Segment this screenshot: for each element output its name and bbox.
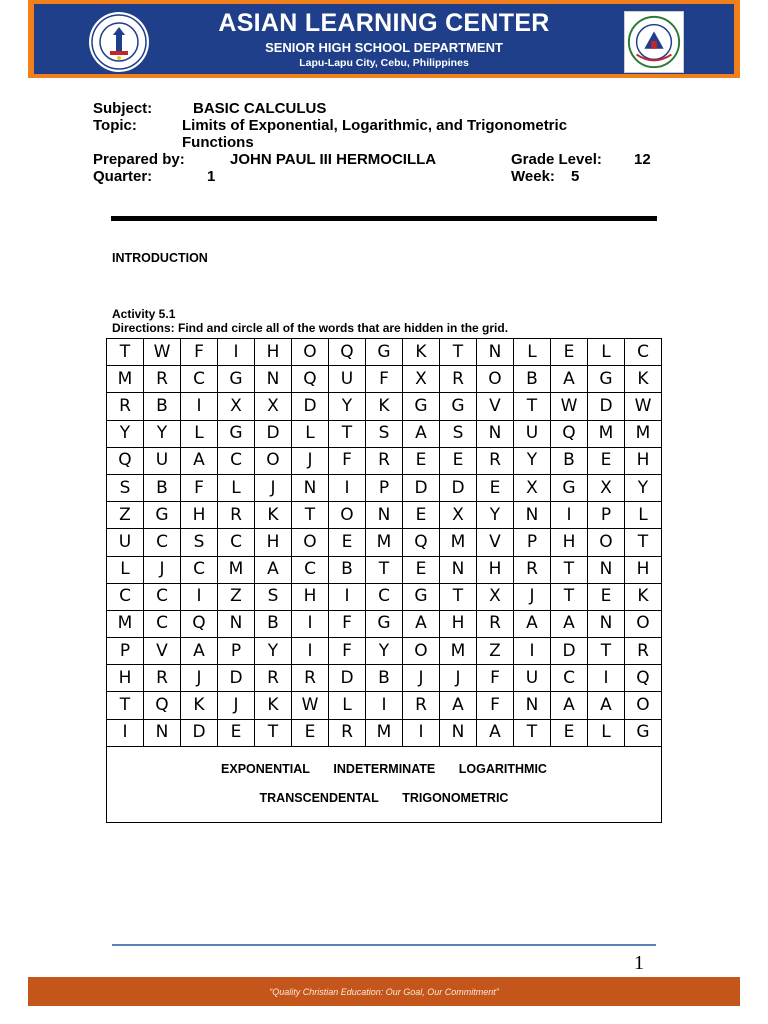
grid-cell[interactable]: R xyxy=(477,610,514,637)
topic-value-line2: Functions xyxy=(182,134,254,151)
grid-cell[interactable]: F xyxy=(477,665,514,692)
header-divider xyxy=(111,216,657,221)
grid-cell[interactable]: C xyxy=(181,556,218,583)
grid-row xyxy=(107,447,662,474)
grid-cell[interactable]: S xyxy=(366,420,403,447)
grid-cell[interactable]: B xyxy=(551,447,588,474)
grid-cell[interactable]: F xyxy=(477,692,514,719)
grid-cell[interactable]: I xyxy=(588,665,625,692)
grid-cell[interactable]: R xyxy=(366,447,403,474)
grid-cell[interactable]: L xyxy=(625,502,662,529)
grid-row xyxy=(107,420,662,447)
grid-cell[interactable]: N xyxy=(588,610,625,637)
grid-cell[interactable]: E xyxy=(477,474,514,501)
grid-cell[interactable]: Y xyxy=(144,420,181,447)
prepared-label: Prepared by: xyxy=(93,151,185,168)
topic-row xyxy=(93,117,673,134)
grid-cell[interactable]: Q xyxy=(181,610,218,637)
grid-cell[interactable]: A xyxy=(477,719,514,746)
grid-cell[interactable]: R xyxy=(292,665,329,692)
grid-cell[interactable]: N xyxy=(477,339,514,366)
department-name: SENIOR HIGH SCHOOL DEPARTMENT xyxy=(265,40,503,55)
school-name: ASIAN LEARNING CENTER xyxy=(218,9,550,37)
grid-cell[interactable]: E xyxy=(403,556,440,583)
grid-cell[interactable]: K xyxy=(625,366,662,393)
grid-cell[interactable]: M xyxy=(218,556,255,583)
grid-cell[interactable]: M xyxy=(366,529,403,556)
grid-cell[interactable]: Y xyxy=(329,393,366,420)
grid-cell[interactable]: P xyxy=(366,474,403,501)
grid-cell[interactable]: Z xyxy=(107,502,144,529)
word-list-item: TRANSCENDENTAL xyxy=(259,791,379,805)
grid-cell[interactable]: O xyxy=(292,339,329,366)
grid-cell[interactable]: J xyxy=(440,665,477,692)
grid-cell[interactable]: M xyxy=(588,420,625,447)
grid-cell[interactable]: L xyxy=(218,474,255,501)
grid-row xyxy=(107,638,662,665)
grid-cell[interactable]: G xyxy=(625,719,662,746)
grid-cell[interactable]: G xyxy=(440,393,477,420)
grid-cell[interactable]: D xyxy=(440,474,477,501)
grid-cell[interactable]: H xyxy=(551,529,588,556)
grid-cell[interactable]: E xyxy=(551,339,588,366)
grid-cell[interactable]: U xyxy=(514,665,551,692)
grid-cell[interactable]: O xyxy=(255,447,292,474)
grid-cell[interactable]: G xyxy=(366,610,403,637)
grid-cell[interactable]: N xyxy=(477,420,514,447)
grid-row xyxy=(107,719,662,746)
grid-cell[interactable]: I xyxy=(292,610,329,637)
grid-cell[interactable]: H xyxy=(255,339,292,366)
activity-title: Activity 5.1 xyxy=(112,307,176,321)
grid-cell[interactable]: A xyxy=(403,610,440,637)
grid-cell[interactable]: I xyxy=(218,339,255,366)
grid-cell[interactable]: D xyxy=(218,665,255,692)
grid-cell[interactable]: J xyxy=(255,474,292,501)
grid-cell[interactable]: V xyxy=(144,638,181,665)
grid-cell[interactable]: K xyxy=(181,692,218,719)
grid-cell[interactable]: D xyxy=(329,665,366,692)
grid-cell[interactable]: S xyxy=(255,583,292,610)
grid-cell[interactable]: C xyxy=(144,610,181,637)
grid-cell[interactable]: F xyxy=(181,474,218,501)
grid-cell[interactable]: N xyxy=(588,556,625,583)
word-list-item: LOGARITHMIC xyxy=(458,762,547,776)
grid-cell[interactable]: T xyxy=(551,583,588,610)
grid-cell[interactable]: Q xyxy=(403,529,440,556)
grid-cell[interactable]: N xyxy=(255,366,292,393)
grid-cell[interactable]: A xyxy=(551,610,588,637)
grid-cell[interactable]: D xyxy=(292,393,329,420)
grid-cell[interactable]: L xyxy=(107,556,144,583)
grid-row xyxy=(107,610,662,637)
school-location: Lapu-Lapu City, Cebu, Philippines xyxy=(299,57,469,69)
grid-cell[interactable]: V xyxy=(477,393,514,420)
grid-cell[interactable]: E xyxy=(403,447,440,474)
grid-cell[interactable]: A xyxy=(588,692,625,719)
grid-cell[interactable]: R xyxy=(144,366,181,393)
grid-cell[interactable]: O xyxy=(403,638,440,665)
prepared-value: JOHN PAUL III HERMOCILLA xyxy=(230,151,437,168)
grid-cell[interactable]: T xyxy=(329,420,366,447)
grid-cell[interactable]: I xyxy=(366,692,403,719)
grid-cell[interactable]: U xyxy=(107,529,144,556)
grid-cell[interactable]: N xyxy=(366,502,403,529)
grid-cell[interactable]: N xyxy=(514,502,551,529)
activity-directions: Directions: Find and circle all of the words that are hidden in the grid. xyxy=(112,321,509,335)
grid-cell[interactable]: N xyxy=(144,719,181,746)
grid-row xyxy=(107,502,662,529)
grid-cell[interactable]: H xyxy=(440,610,477,637)
grid-cell[interactable]: E xyxy=(588,583,625,610)
grid-cell[interactable]: P xyxy=(588,502,625,529)
grid-cell[interactable]: Q xyxy=(107,447,144,474)
grid-cell[interactable]: S xyxy=(107,474,144,501)
grid-cell[interactable]: G xyxy=(218,420,255,447)
grid-cell[interactable]: I xyxy=(514,638,551,665)
grid-cell[interactable]: N xyxy=(514,692,551,719)
grid-cell[interactable]: N xyxy=(292,474,329,501)
topic-value-line1: Limits of Exponential, Logarithmic, and Trigonometric xyxy=(182,117,568,134)
grid-cell[interactable]: F xyxy=(329,638,366,665)
grid-cell[interactable]: U xyxy=(144,447,181,474)
grid-cell[interactable]: R xyxy=(107,393,144,420)
grid-cell[interactable]: R xyxy=(255,665,292,692)
grid-cell[interactable]: L xyxy=(329,692,366,719)
grid-cell[interactable]: X xyxy=(218,393,255,420)
subject-value: BASIC CALCULUS xyxy=(193,100,327,117)
grid-cell[interactable]: L xyxy=(588,719,625,746)
grid-cell[interactable]: X xyxy=(440,502,477,529)
grid-cell[interactable]: E xyxy=(218,719,255,746)
grid-cell[interactable]: G xyxy=(551,474,588,501)
grid-cell[interactable]: U xyxy=(514,420,551,447)
grid-cell[interactable]: T xyxy=(514,393,551,420)
grid-cell[interactable]: L xyxy=(292,420,329,447)
grid-cell[interactable]: P xyxy=(514,529,551,556)
grid-cell[interactable]: F xyxy=(329,447,366,474)
grid-cell[interactable]: D xyxy=(181,719,218,746)
grid-cell[interactable]: G xyxy=(144,502,181,529)
grid-cell[interactable]: G xyxy=(403,393,440,420)
subject-row xyxy=(93,100,673,117)
grid-cell[interactable]: Z xyxy=(477,638,514,665)
grid-cell[interactable]: A xyxy=(403,420,440,447)
grid-cell[interactable]: B xyxy=(255,610,292,637)
word-list-row-1 xyxy=(107,762,661,776)
grid-cell[interactable]: D xyxy=(255,420,292,447)
grid-cell[interactable]: F xyxy=(181,339,218,366)
grid-cell[interactable]: E xyxy=(440,447,477,474)
grid-row xyxy=(107,556,662,583)
grid-cell[interactable]: H xyxy=(181,502,218,529)
grid-cell[interactable]: I xyxy=(181,393,218,420)
grid-cell[interactable]: W xyxy=(625,393,662,420)
activity-block xyxy=(112,307,508,335)
footer-rule xyxy=(112,944,656,946)
grid-cell[interactable]: K xyxy=(625,583,662,610)
grid-row xyxy=(107,366,662,393)
grid-cell[interactable]: L xyxy=(514,339,551,366)
grid-cell[interactable]: Q xyxy=(144,692,181,719)
grid-cell[interactable]: C xyxy=(107,583,144,610)
grid-row xyxy=(107,339,662,366)
grid-cell[interactable]: Y xyxy=(255,638,292,665)
grid-cell[interactable]: M xyxy=(625,420,662,447)
week-value: 5 xyxy=(571,168,580,185)
grid-cell[interactable]: M xyxy=(107,366,144,393)
grid-cell[interactable]: X xyxy=(588,474,625,501)
grid-cell[interactable]: R xyxy=(514,556,551,583)
page-number: 1 xyxy=(634,952,644,974)
grid-cell[interactable]: Q xyxy=(625,665,662,692)
footer-band xyxy=(28,977,740,1006)
grid-cell[interactable]: I xyxy=(181,583,218,610)
grid-cell[interactable]: O xyxy=(477,366,514,393)
grid-cell[interactable]: C xyxy=(144,583,181,610)
grid-cell[interactable]: W xyxy=(292,692,329,719)
grid-cell[interactable]: E xyxy=(329,529,366,556)
grid-cell[interactable]: L xyxy=(588,339,625,366)
grid-cell[interactable]: C xyxy=(218,529,255,556)
word-list-item: EXPONENTIAL xyxy=(221,762,310,776)
header-banner-inner xyxy=(34,4,734,74)
grid-cell[interactable]: B xyxy=(144,393,181,420)
grid-cell[interactable]: G xyxy=(588,366,625,393)
section-heading: INTRODUCTION xyxy=(112,251,208,265)
grid-cell[interactable]: H xyxy=(255,529,292,556)
grid-cell[interactable]: K xyxy=(366,393,403,420)
grid-cell[interactable]: Z xyxy=(218,583,255,610)
grid-cell[interactable]: K xyxy=(255,692,292,719)
grid-cell[interactable]: G xyxy=(403,583,440,610)
grid-cell[interactable]: W xyxy=(551,393,588,420)
grid-cell[interactable]: C xyxy=(218,447,255,474)
grid-cell[interactable]: A xyxy=(181,447,218,474)
quarter-label: Quarter: xyxy=(93,168,153,185)
grid-row xyxy=(107,474,662,501)
grid-cell[interactable]: Q xyxy=(292,366,329,393)
grid-cell[interactable]: N xyxy=(440,556,477,583)
word-list-item: TRIGONOMETRIC xyxy=(402,791,509,805)
grid-cell[interactable]: P xyxy=(107,638,144,665)
grid-cell[interactable]: E xyxy=(403,502,440,529)
grid-cell[interactable]: B xyxy=(329,556,366,583)
grid-cell[interactable]: B xyxy=(366,665,403,692)
grid-cell[interactable]: Y xyxy=(366,638,403,665)
grid-cell[interactable]: J xyxy=(514,583,551,610)
grid-cell[interactable]: D xyxy=(551,638,588,665)
grid-row xyxy=(107,583,662,610)
grid-cell[interactable]: M xyxy=(440,638,477,665)
grid-cell[interactable]: G xyxy=(218,366,255,393)
grid-cell[interactable]: A xyxy=(551,366,588,393)
grid-cell[interactable]: U xyxy=(329,366,366,393)
word-search-grid xyxy=(106,338,662,747)
grid-cell[interactable]: H xyxy=(625,556,662,583)
prepared-row xyxy=(93,151,673,168)
lesson-info xyxy=(93,100,673,185)
word-list-box xyxy=(106,746,662,823)
grid-cell[interactable]: T xyxy=(440,583,477,610)
quarter-value: 1 xyxy=(207,168,216,185)
grid-cell[interactable]: W xyxy=(144,339,181,366)
grid-cell[interactable]: T xyxy=(292,502,329,529)
grid-cell[interactable]: T xyxy=(625,529,662,556)
week-label: Week: xyxy=(511,168,555,185)
grid-cell[interactable]: O xyxy=(292,529,329,556)
grid-cell[interactable]: I xyxy=(403,719,440,746)
grid-cell[interactable]: M xyxy=(366,719,403,746)
grid-cell[interactable]: K xyxy=(403,339,440,366)
grid-cell[interactable]: B xyxy=(144,474,181,501)
grid-cell[interactable]: A xyxy=(255,556,292,583)
grid-cell[interactable]: H xyxy=(477,556,514,583)
grid-cell[interactable]: D xyxy=(588,393,625,420)
grid-cell[interactable]: A xyxy=(181,638,218,665)
grid-cell[interactable]: R xyxy=(440,366,477,393)
grid-cell[interactable]: T xyxy=(107,692,144,719)
grid-cell[interactable]: T xyxy=(107,339,144,366)
grid-cell[interactable]: X xyxy=(403,366,440,393)
grid-cell[interactable]: B xyxy=(514,366,551,393)
grid-cell[interactable]: T xyxy=(551,556,588,583)
grid-cell[interactable]: I xyxy=(329,474,366,501)
grid-cell[interactable]: A xyxy=(514,610,551,637)
grid-cell[interactable]: E xyxy=(292,719,329,746)
grid-cell[interactable]: H xyxy=(625,447,662,474)
grid-cell[interactable]: Y xyxy=(477,502,514,529)
grid-cell[interactable]: T xyxy=(514,719,551,746)
grid-cell[interactable]: F xyxy=(329,610,366,637)
grid-cell[interactable]: A xyxy=(551,692,588,719)
grid-cell[interactable]: H xyxy=(292,583,329,610)
grid-cell[interactable]: R xyxy=(329,719,366,746)
header-banner xyxy=(28,0,740,78)
grade-label: Grade Level: xyxy=(511,151,602,168)
grid-cell[interactable]: R xyxy=(625,638,662,665)
grid-cell[interactable]: E xyxy=(588,447,625,474)
grid-cell[interactable]: Y xyxy=(625,474,662,501)
grid-cell[interactable]: O xyxy=(588,529,625,556)
grid-row xyxy=(107,692,662,719)
quarter-row xyxy=(93,168,673,185)
grid-row xyxy=(107,529,662,556)
grid-row xyxy=(107,665,662,692)
grid-cell[interactable]: X xyxy=(477,583,514,610)
grid-cell[interactable]: C xyxy=(181,366,218,393)
grid-cell[interactable]: G xyxy=(366,339,403,366)
grid-cell[interactable]: J xyxy=(181,665,218,692)
grid-cell[interactable]: A xyxy=(440,692,477,719)
grid-cell[interactable]: T xyxy=(366,556,403,583)
grid-cell[interactable]: C xyxy=(144,529,181,556)
grid-cell[interactable]: M xyxy=(107,610,144,637)
grid-cell[interactable]: S xyxy=(440,420,477,447)
grid-cell[interactable]: I xyxy=(292,638,329,665)
grid-cell[interactable]: R xyxy=(477,447,514,474)
grid-cell[interactable]: V xyxy=(477,529,514,556)
subject-label: Subject: xyxy=(93,100,153,117)
grid-cell[interactable]: R xyxy=(403,692,440,719)
grid-cell[interactable]: H xyxy=(107,665,144,692)
grid-cell[interactable]: X xyxy=(514,474,551,501)
grid-cell[interactable]: D xyxy=(403,474,440,501)
word-list-item: INDETERMINATE xyxy=(333,762,436,776)
grid-cell[interactable]: P xyxy=(218,638,255,665)
grid-cell[interactable]: N xyxy=(218,610,255,637)
topic-row-2 xyxy=(93,134,673,151)
grid-cell[interactable]: X xyxy=(255,393,292,420)
grid-cell[interactable]: T xyxy=(440,339,477,366)
grid-row xyxy=(107,393,662,420)
grid-cell[interactable]: E xyxy=(551,719,588,746)
grid-cell[interactable]: T xyxy=(255,719,292,746)
grade-value: 12 xyxy=(634,151,651,168)
grid-cell[interactable]: R xyxy=(218,502,255,529)
grid-cell[interactable]: I xyxy=(107,719,144,746)
grid-cell[interactable]: J xyxy=(144,556,181,583)
topic-label: Topic: xyxy=(93,117,137,134)
grid-cell[interactable]: J xyxy=(218,692,255,719)
grid-cell[interactable]: R xyxy=(144,665,181,692)
word-list-row-2 xyxy=(107,791,661,805)
grid-cell[interactable]: Y xyxy=(107,420,144,447)
grid-cell[interactable]: K xyxy=(255,502,292,529)
grid-cell[interactable]: O xyxy=(329,502,366,529)
grid-cell[interactable]: I xyxy=(329,583,366,610)
grid-cell[interactable]: Q xyxy=(551,420,588,447)
grid-cell[interactable]: I xyxy=(551,502,588,529)
grid-cell[interactable]: C xyxy=(366,583,403,610)
grid-cell[interactable]: T xyxy=(588,638,625,665)
grid-cell[interactable]: F xyxy=(366,366,403,393)
grid-cell[interactable]: O xyxy=(625,692,662,719)
grid-cell[interactable]: N xyxy=(440,719,477,746)
grid-cell[interactable]: C xyxy=(625,339,662,366)
grid-cell[interactable]: S xyxy=(181,529,218,556)
grid-cell[interactable]: L xyxy=(181,420,218,447)
grid-cell[interactable]: O xyxy=(625,610,662,637)
grid-cell[interactable]: C xyxy=(551,665,588,692)
school-logo-icon xyxy=(624,11,684,73)
grid-cell[interactable]: Q xyxy=(329,339,366,366)
footer-motto: “Quality Christian Education: Our Goal, Our Commitment” xyxy=(269,987,499,997)
grid-cell[interactable]: M xyxy=(440,529,477,556)
grid-cell[interactable]: Y xyxy=(514,447,551,474)
grid-cell[interactable]: J xyxy=(292,447,329,474)
grid-cell[interactable]: J xyxy=(403,665,440,692)
grid-cell[interactable]: C xyxy=(292,556,329,583)
